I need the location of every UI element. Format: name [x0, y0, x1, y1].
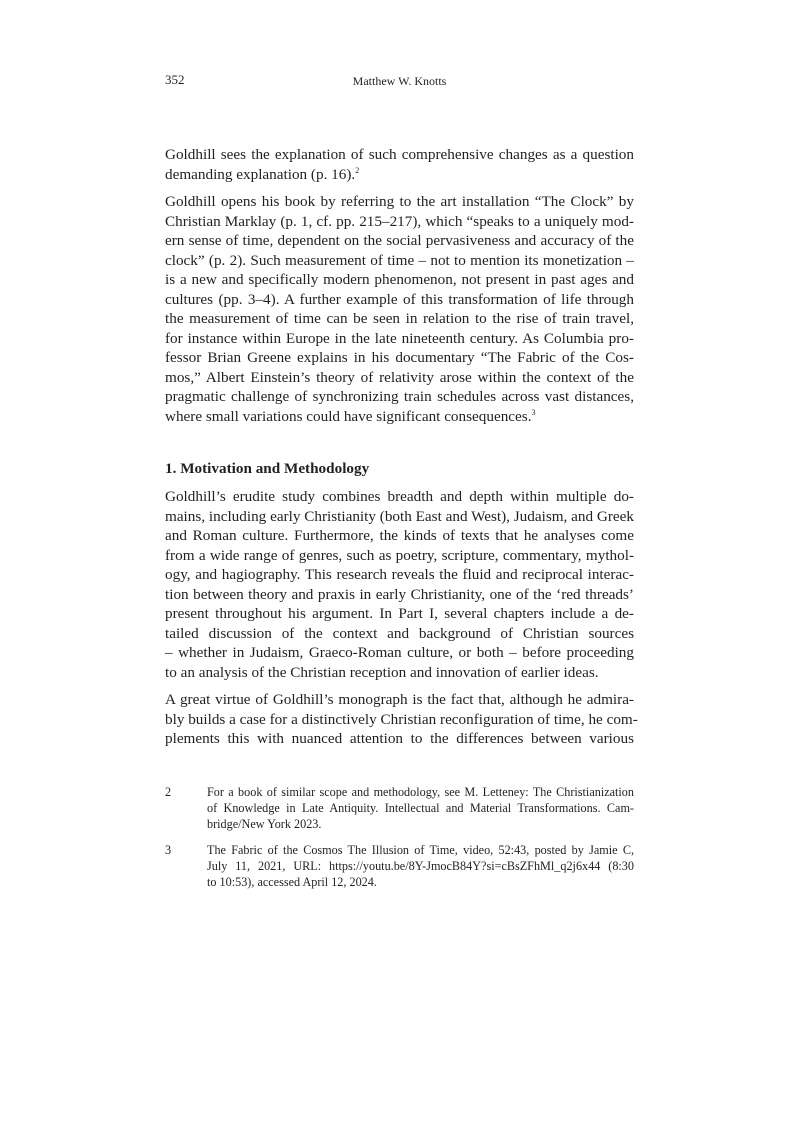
line-text: from a wide range of genres, such as poetry, scripture, commentary, mythol- — [165, 546, 634, 564]
text-line — [165, 387, 634, 407]
footnote-reference[interactable]: 3 — [531, 407, 536, 417]
line-text: clock” (p. 2). Such measurement of time – not to mention its monetization – — [165, 251, 634, 269]
footnote-reference[interactable]: 2 — [355, 165, 360, 175]
text-line — [165, 290, 634, 310]
text-line — [165, 348, 634, 368]
text-line — [165, 309, 634, 329]
page-number: 352 — [165, 72, 185, 87]
line-text: tion between theory and praxis in early Christianity, one of the ‘red threads’ — [165, 585, 634, 603]
text-line — [165, 192, 634, 212]
text-line — [165, 165, 634, 185]
footnote-line: The Fabric of the Cosmos The Illusion of Time, video, 52:43, posted by Jamie C, — [207, 843, 634, 857]
text-line — [165, 585, 634, 605]
text-line — [165, 270, 634, 290]
text-line — [165, 507, 634, 527]
text-line — [165, 710, 638, 730]
footnote-line: For a book of similar scope and methodology, see M. Letteney: The Christianization — [207, 785, 634, 799]
paragraph-3 — [165, 487, 634, 682]
text-line — [165, 145, 634, 165]
text-line — [165, 368, 634, 388]
text-line — [165, 329, 634, 349]
text-line — [165, 604, 634, 624]
line-text: Christian Marklay (p. 1, cf. pp. 215–217), which “speaks to a uniquely mod- — [165, 212, 634, 230]
text-line — [165, 643, 634, 663]
text-line — [165, 231, 634, 251]
line-text: ern sense of time, dependent on the social pervasiveness and accuracy of the — [165, 232, 634, 249]
line-text: demanding explanation (p. 16). — [165, 165, 356, 183]
line-text: – whether in Judaism, Graeco-Roman culture, or both – before proceeding — [165, 644, 634, 661]
text-line — [165, 212, 634, 232]
line-text: cultures (pp. 3–4). A further example of this transformation of life through — [165, 290, 634, 308]
line-text: tailed discussion of the context and background of Christian sources — [165, 624, 634, 642]
footnote-line: July 11, 2021, URL: https://youtu.be/8Y-JmocB84Y?si=cBsZFhMl_q2j6x44 (8:30 — [207, 859, 634, 873]
text-line — [165, 251, 634, 271]
line-text: ogy, and hagiography. This research reveals the fluid and reciprocal interac- — [165, 566, 634, 583]
line-text: fessor Brian Greene explains in his documentary “The Fabric of the Cos- — [165, 349, 634, 366]
running-head: Matthew W. Knotts — [352, 74, 447, 88]
footnote-line: bridge/New York 2023. — [207, 817, 322, 831]
line-text: Goldhill’s erudite study combines breadth and depth within multiple do- — [165, 488, 634, 505]
line-text: mains, including early Christianity (both East and West), Judaism, and Greek — [165, 507, 634, 525]
line-text: Goldhill sees the explanation of such comprehensive changes as a question — [165, 146, 634, 163]
footnote-number: 2 — [165, 785, 172, 799]
text-line — [165, 546, 634, 566]
line-text: pragmatic challenge of synchronizing train schedules across vast distances, — [165, 388, 634, 405]
line-text: is a new and specifically modern phenomenon, not present in past ages and — [165, 271, 634, 288]
footnote-3 — [165, 842, 634, 890]
line-text: for instance within Europe in the late nineteenth century. As Columbia pro- — [165, 329, 634, 347]
line-text: Goldhill opens his book by referring to the art installation “The Clock” by — [165, 193, 634, 210]
text-line — [165, 565, 634, 585]
text-line — [165, 663, 634, 683]
line-text: where small variations could have significant consequences. — [165, 407, 532, 425]
text-line — [165, 624, 634, 644]
footnote-number: 3 — [165, 843, 172, 857]
line-text: mos,” Albert Einstein’s theory of relativity arose within the context of the — [165, 368, 634, 386]
text-line — [165, 729, 634, 749]
line-text: and Roman culture. Furthermore, the kinds of texts that he analyses come — [165, 527, 634, 544]
line-text: present throughout his argument. In Part I, several chapters include a de- — [165, 605, 634, 622]
footnote-line: of Knowledge in Late Antiquity. Intellectual and Material Transformations. Cam- — [207, 801, 634, 815]
footnote-line: to 10:53), accessed April 12, 2024. — [207, 875, 377, 889]
footnote-2 — [165, 784, 634, 832]
line-text: bly builds a case for a distinctively Christian reconfiguration of time, he com- — [165, 710, 638, 728]
text-line — [165, 487, 634, 507]
paragraph-1 — [165, 145, 634, 184]
text-line — [165, 407, 634, 427]
paragraph-4 — [165, 690, 638, 749]
paragraph-2 — [165, 192, 634, 426]
line-text: to an analysis of the Christian reception and innovation of earlier ideas. — [165, 663, 599, 681]
section-heading: 1. Motivation and Methodology — [165, 460, 370, 477]
line-text: plements this with nuanced attention to the differences between various — [165, 730, 634, 747]
line-text: A great virtue of Goldhill’s monograph is the fact that, although he admira- — [165, 691, 634, 708]
line-text: the measurement of time can be seen in relation to the rise of train travel, — [165, 310, 634, 327]
text-line — [165, 526, 634, 546]
text-line — [165, 690, 634, 710]
